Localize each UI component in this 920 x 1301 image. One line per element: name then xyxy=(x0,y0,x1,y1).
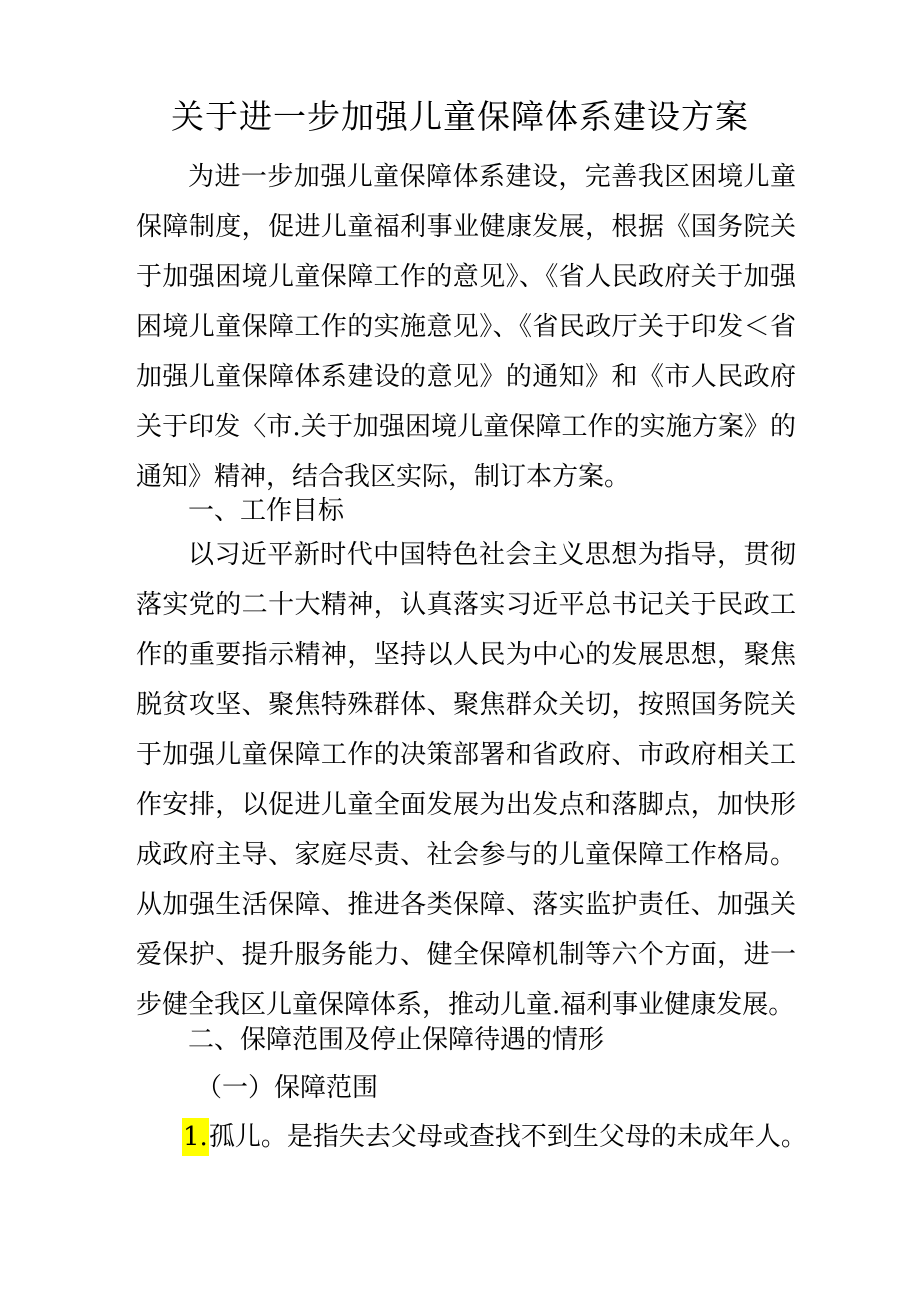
list-item-text: 孤儿。是指失去父母或查找不到生父母的未成年人。 xyxy=(208,1122,807,1152)
section-heading-goals: 一、工作目标 xyxy=(188,496,345,526)
list-item-orphan xyxy=(182,1112,807,1162)
goals-paragraph: 以习近平新时代中国特色社会主义思想为指导，贯彻落实党的二十大精神，认真落实习近平总书记关于民政工作的重要指示精神，坚持以人民为中心的发展思想，聚焦脱贫攻坚、聚焦特殊群体、聚焦群众关切，按照国务院关于加强儿童保障工作的决策部署和省政府、市政府相关工作安排，以促进儿童全面发展为出发点和落脚点，加快形成政府主导、家庭尽责、社会参与的儿童保障工作格局。从加强生活保障、推进各类保障、落实监护责任、加强关爱保护、提升服务能力、健全保障机制等六个方面，进一步健全我区儿童保障体系，推动儿童.福利事业健康发展。 xyxy=(136,540,796,1020)
section-heading-scope: 二、保障范围及停止保障待遇的情形 xyxy=(188,1025,605,1055)
subsection-heading-scope: （一）保障范围 xyxy=(196,1073,379,1103)
document-title: 关于进一步加强儿童保障体系建设方案 xyxy=(171,97,749,136)
highlighted-item-number: 1. xyxy=(182,1118,209,1156)
intro-paragraph: 为进一步加强儿童保障体系建设，完善我区困境儿童保障制度，促进儿童福利事业健康发展，根据《国务院关于加强困境儿童保障工作的意见》、《省人民政府关于加强困境儿童保障工作的实施意见》、《省民政厅关于印发＜省加强儿童保障体系建设的意见》的通知》和《市人民政府关于印发〈市.关于加强困境儿童保障工作的实施方案》的通知》精神，结合我区实际，制订本方案。 xyxy=(136,162,796,492)
